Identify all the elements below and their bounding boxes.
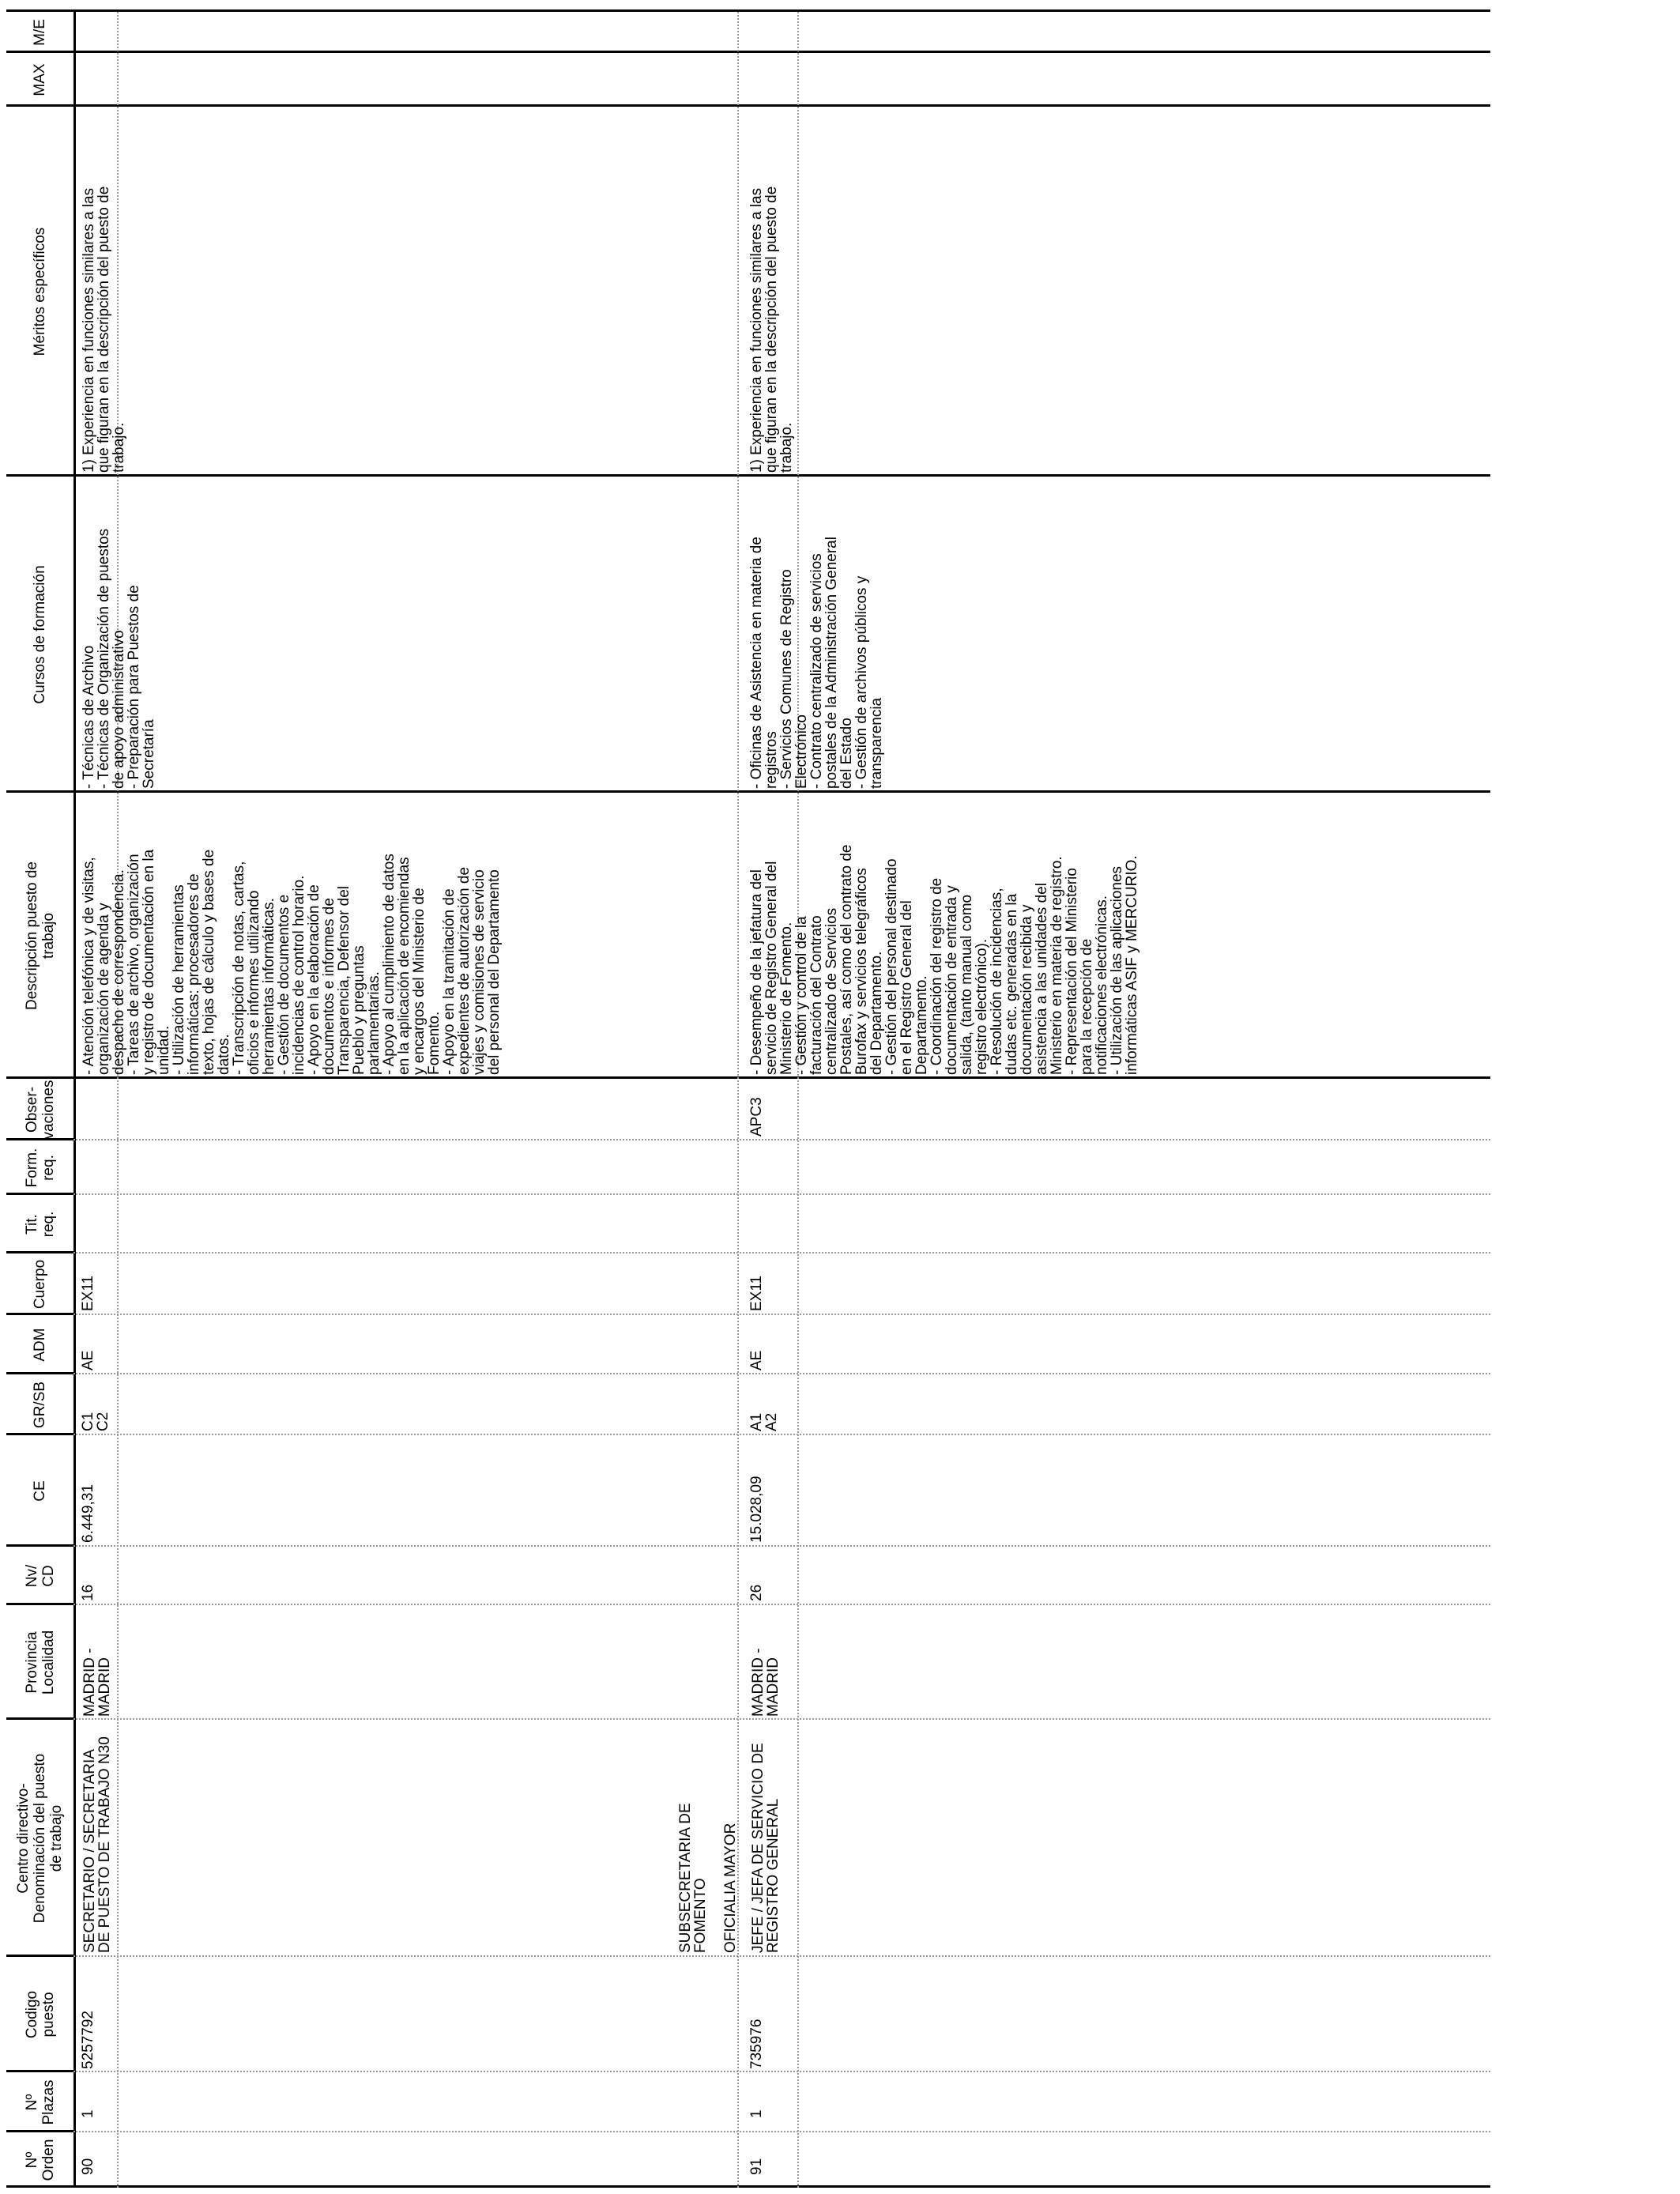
row90-titulacion [81, 1198, 98, 1250]
header-adm: ADM [32, 1328, 48, 1362]
row90-denominacion: SECRETARIO / SECRETARIA DE PUESTO DE TRABAJO N30 [81, 1736, 113, 1953]
header-provincia: Provincia Localidad [23, 1630, 57, 1695]
header-meritos: Méritos específicos [32, 227, 48, 356]
row91-ce: 15.028,09 [748, 1476, 765, 1543]
column-line [6, 1544, 73, 1547]
dotted-column-line [73, 1718, 1490, 1720]
dotted-column-line [73, 2071, 1490, 2072]
dotted-column-line [73, 1139, 1490, 1140]
row90-max [81, 55, 99, 103]
row90-cuerpo: EX11 [80, 1275, 96, 1311]
column-line [6, 1717, 73, 1720]
dotted-column-line [73, 1252, 1490, 1253]
row90-ce: 6.449,31 [80, 1484, 96, 1543]
row90-plazas: 1 [80, 2109, 96, 2118]
row90-observaciones [81, 1081, 98, 1137]
column-line [6, 9, 1490, 12]
dotted-column-line [73, 2131, 1490, 2132]
column-line [6, 1076, 1490, 1079]
row91-titulacion [749, 1198, 767, 1250]
row91-cursos: - Oficinas de Asistencia en materia de registros - Servicios Comunes de Registro Electrónico - Contrato centralizado de servicios postales de la Administración General del Estado - Gestión de archivos públicos y transparencia [748, 537, 885, 789]
column-line [6, 1603, 73, 1605]
column-line [6, 1138, 73, 1140]
row90-provincia: MADRID - MADRID [81, 1648, 113, 1717]
section-centro: SUBSECRETARIA DE FOMENTO [677, 1803, 709, 1953]
row91-denominacion: JEFE / JEFA DE SERVICIO DE REGISTRO GENERAL [750, 1743, 782, 1953]
row91-nivel: 26 [748, 1584, 765, 1601]
row91-descripcion: - Desempeño de la jefatura del servicio de Registro General del Ministerio de Fomento. - Gestión y control de la facturación del Contrato centralizado de Servicios Postales, así como del contrato de Burofax y servicios telegráficos del Departamento. - Gestión del personal destinado en el Registro General del Departamento. - Coordinación del registro de documentación de entrada y salida, (tanto manual como registro electrónico). - Resolución de incidencias, dudas etc. generadas en la documentación recibida y asistencia a las unidades del Ministerio en materia de registro. - Representación del Ministerio para la recepción de notificaciones electrónicas. - Utilización de las aplicaciones informáticas ASIF y MERCURIO. [748, 844, 1140, 1075]
dotted-column-line [73, 1193, 1490, 1195]
column-line [6, 2185, 1490, 2188]
column-line [6, 1251, 73, 1253]
row90-formacion [81, 1144, 98, 1191]
row91-meritos: 1) Experiencia en funciones similares a las que figuran en la descripción del puesto de trabajo. [748, 186, 795, 473]
row91-cuerpo: EX11 [748, 1275, 765, 1311]
header-ce: CE [32, 1480, 48, 1502]
table-header [6, 12, 76, 2188]
row91-max [749, 55, 767, 103]
column-line [6, 2070, 73, 2072]
header-cursos: Cursos de formación [32, 565, 48, 704]
dotted-column-line [73, 1434, 1490, 1435]
dotted-column-line [73, 1545, 1490, 1547]
row91-provincia: MADRID - MADRID [750, 1648, 782, 1717]
header-centro: Centro directivo- Denominación del puesto de trabajo [15, 1753, 65, 1924]
row91-observaciones: APC3 [748, 1097, 765, 1137]
row91-me [749, 14, 767, 49]
vacancy-table [6, 12, 1490, 2188]
header-codigo: Codigo puesto [23, 1990, 57, 2039]
column-line [6, 104, 1490, 107]
header-nivel: Nv/ CD [23, 1564, 57, 1588]
row90-codigo: 5257792 [80, 2011, 96, 2069]
header-descripcion: Descripción puesto de trabajo [23, 861, 57, 1010]
dotted-column-line [73, 1604, 1490, 1605]
row90-meritos: 1) Experiencia en funciones similares a las que figuran en la descripción del puesto de trabajo. [81, 186, 127, 473]
row90-nivel: 16 [80, 1584, 96, 1601]
row91-grupo: A1 A2 [748, 1412, 780, 1431]
header-plazas: Nº Plazas [23, 2079, 57, 2125]
column-line [6, 1193, 73, 1195]
column-line [6, 1955, 73, 1957]
column-line [6, 1372, 73, 1374]
row91-plazas: 1 [748, 2109, 765, 2118]
column-line [6, 474, 1490, 477]
row91-formacion [749, 1144, 767, 1191]
dotted-column-line [73, 1955, 1490, 1957]
column-line [6, 51, 1490, 53]
header-formacion: Form. req. [23, 1148, 57, 1188]
row90-cursos: - Técnicas de Archivo - Técnicas de Organización de puestos de apoyo administrativo - Preparación para Puestos de Secretaría [81, 528, 157, 789]
row90-grupo: C1 C2 [80, 1412, 111, 1431]
row91-codigo: 735976 [748, 2019, 765, 2069]
header-me: M/E [32, 19, 48, 46]
column-line [6, 1313, 73, 1315]
row90-descripcion: - Atención telefónica y de visitas, organización de agenda y despacho de correspondencia. - Tareas de archivo, organización y registro de documentación en la unidad. - Utilización de herramientas informáticas: procesadores de texto, hojas de cálculo y bases de datos. - Transcripción de notas, cartas, oficios e informes utilizando herramientas informáticas. - Gestión de documentos e incidencias de control horario. - Apoyo en la elaboración de documentos e informes de Transparencia, Defensor del Pueblo y preguntas parlamentarias. - Apoyo al cumplimiento de datos en la aplicación de encomiendas y encargos del Ministerio de Fomento. - Apoyo en la tramitación de expedientes de autorización de viajes y comisiones de servicio del personal del Departamento [81, 849, 503, 1075]
dotted-column-line [73, 1373, 1490, 1374]
row91-adm: AE [748, 1350, 765, 1370]
dotted-column-line [73, 1314, 1490, 1315]
row90-orden: 90 [80, 2158, 96, 2175]
header-max: MAX [32, 63, 48, 96]
header-titulacion: Tit. req. [23, 1211, 57, 1238]
header-grupo: GR/SB [32, 1381, 48, 1429]
section-unidad: OFICIALIA MAYOR [722, 1823, 739, 1953]
column-line [6, 2130, 73, 2132]
row90-me [81, 14, 99, 49]
header-observaciones: Obser- vaciones [23, 1080, 57, 1140]
column-line [6, 790, 1490, 793]
row90-adm: AE [80, 1350, 96, 1370]
row91-orden: 91 [748, 2158, 765, 2175]
column-line [6, 1433, 73, 1435]
header-orden: Nº Orden [23, 2139, 57, 2181]
header-cuerpo: Cuerpo [32, 1259, 48, 1310]
